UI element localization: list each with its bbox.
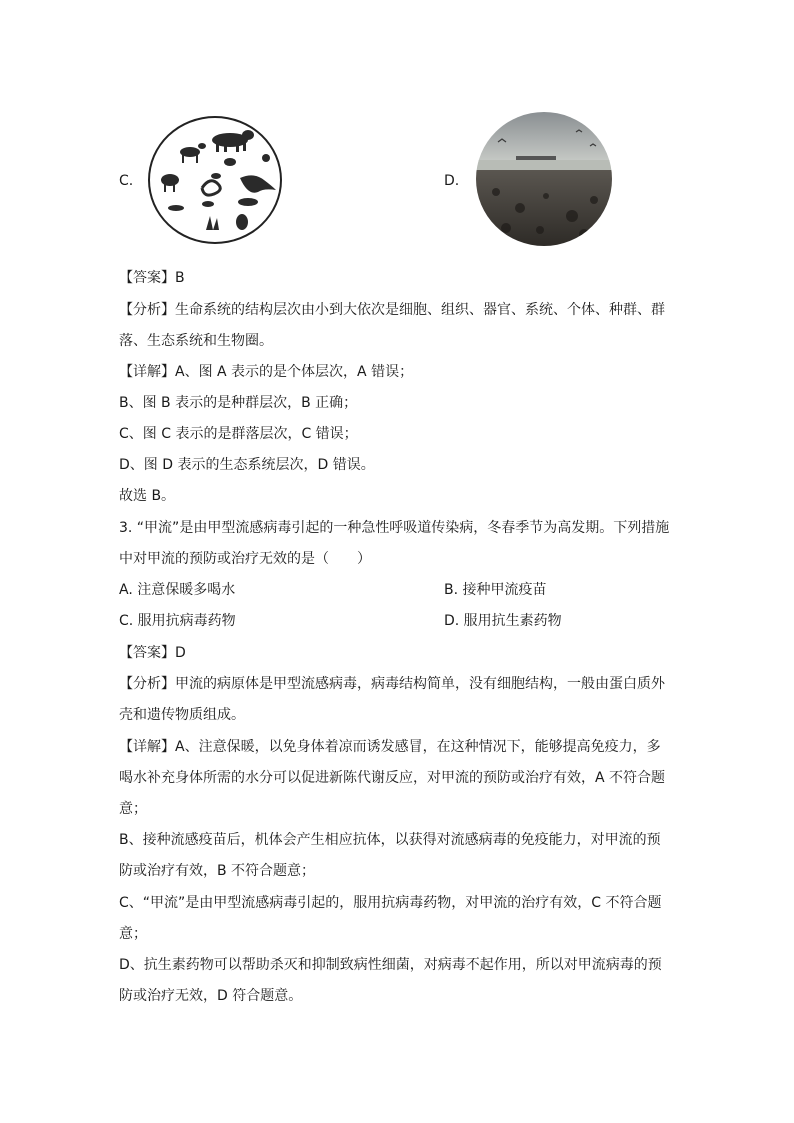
q2-detail-line-4: D、图 D 表示的生态系统层次，D 错误。 [119, 457, 375, 473]
q3-stem-line-1: 3. “甲流”是由甲型流感病毒引起的一种急性呼吸道传染病，冬春季节为高发期。下列措施 [119, 520, 670, 536]
q3-detail-d-line-2: 防或治疗无效，D 符合题意。 [119, 988, 303, 1004]
q3-analysis-line-1: 【分析】甲流的病原体是甲型流感病毒，病毒结构简单，没有细胞结构，一般由蛋白质外 [119, 676, 665, 692]
q3-option-b: B. 接种甲流疫苗 [444, 582, 547, 598]
q2-detail-line-2: B、图 B 表示的是种群层次，B 正确； [119, 395, 358, 411]
option-c-label: C. [119, 173, 134, 189]
q3-detail-d-line-1: D、抗生素药物可以帮助杀灭和抑制致病性细菌，对病毒不起作用，所以对甲流病毒的预 [119, 957, 662, 973]
q2-conclusion: 故选 B。 [119, 488, 176, 504]
q2-analysis-line-1: 【分析】生命系统的结构层次由小到大依次是细胞、组织、器官、系统、个体、种群、群 [119, 302, 665, 318]
animal-silhouettes-icon [150, 118, 280, 242]
q3-option-a: A. 注意保暖多喝水 [119, 582, 236, 598]
q3-option-c: C. 服用抗病毒药物 [119, 613, 236, 629]
q2-analysis-line-2: 落、生态系统和生物圈。 [119, 333, 273, 349]
community-illustration [148, 116, 282, 244]
q3-detail-b-line-1: B、接种流感疫苗后，机体会产生相应抗体，以获得对流感病毒的免疫能力，对甲流的预 [119, 832, 661, 848]
q2-detail-line-1: 【详解】A、图 A 表示的是个体层次，A 错误； [119, 364, 414, 380]
q3-detail-c-line-2: 意； [119, 926, 147, 942]
q3-answer: 【答案】D [119, 645, 186, 661]
q3-detail-a-line-2: 喝水补充身体所需的水分可以促进新陈代谢反应，对甲流的预防或治疗有效，A 不符合题 [119, 770, 666, 786]
q3-option-d: D. 服用抗生素药物 [444, 613, 562, 629]
wetland-landscape-icon [476, 112, 612, 246]
q3-stem-line-2: 中对甲流的预防或治疗无效的是（ ） [119, 551, 371, 567]
option-d-label: D. [444, 173, 460, 189]
q3-detail-c-line-1: C、“甲流”是由甲型流感病毒引起的，服用抗病毒药物，对甲流的治疗有效，C 不符合题 [119, 895, 662, 911]
q3-analysis-line-2: 壳和遗传物质组成。 [119, 707, 245, 723]
q2-answer: 【答案】B [119, 270, 185, 286]
q3-detail-b-line-2: 防或治疗有效，B 不符合题意； [119, 863, 316, 879]
ecosystem-photo [476, 112, 612, 246]
q3-detail-a-line-3: 意； [119, 801, 147, 817]
q2-detail-line-3: C、图 C 表示的是群落层次，C 错误； [119, 426, 358, 442]
q3-detail-a-line-1: 【详解】A、注意保暖，以免身体着凉而诱发感冒，在这种情况下，能够提高免疫力，多 [119, 739, 661, 755]
